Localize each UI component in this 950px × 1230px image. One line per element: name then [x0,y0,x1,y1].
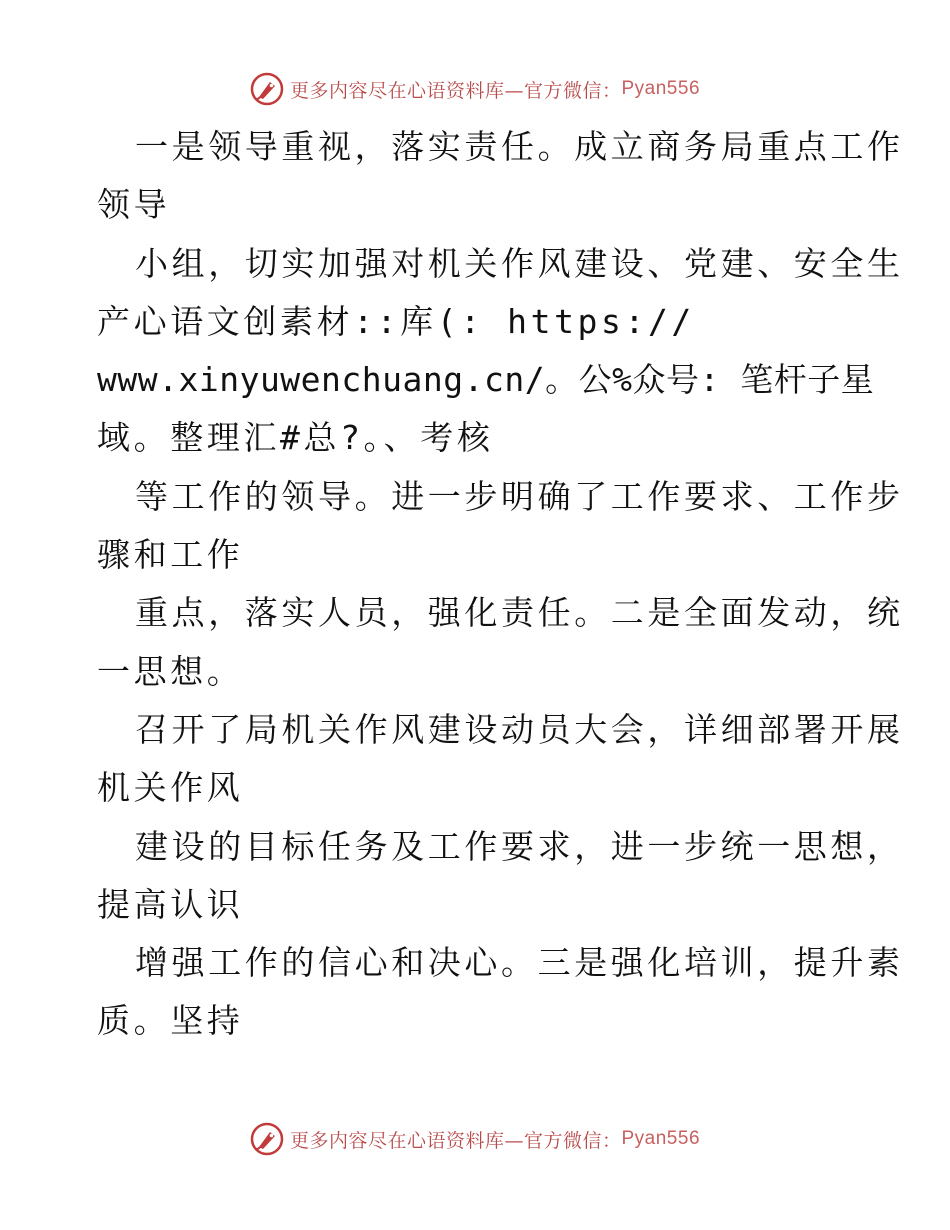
text-line: 增强工作的信心和决心。三是强化培训，提升素 [135,943,904,983]
text-line: 重点，落实人员，强化责任。二是全面发动，统 [135,593,904,633]
text-line: 骤和工作 [97,535,244,575]
text-line: 建设的目标任务及工作要求，进一步统一思想， [135,826,904,866]
text-line: 一是领导重视，落实责任。成立商务局重点工作 [135,127,904,166]
text-line: 机关作风 [97,768,244,808]
text-line: www.xinyuwenchuang.cn/。公%众号: 笔杆子星 [97,360,875,400]
text-line: 领导 [97,185,171,225]
header-watermark [0,72,950,106]
text-line: 小组，切实加强对机关作风建设、党建、安全生 [135,243,904,283]
watermark-wechat-id: Pyan556 [621,1128,701,1149]
footer-watermark [0,1122,950,1156]
watermark-suffix: 官方微信： [523,79,622,102]
pen-nib-logo-icon [250,72,284,106]
text-line: 域。整理汇#总?。、考核 [97,418,494,458]
watermark-prefix: 更多内容尽在心语资料库— [289,79,524,102]
watermark-suffix: 官方微信： [523,1129,622,1152]
text-line: 产心语文创素材::库(: https:// [97,301,695,341]
body-text [97,118,904,1051]
text-line: 质。坚持 [97,1001,244,1041]
text-line: 等工作的领导。进一步明确了工作要求、工作步 [135,476,904,516]
text-line: 提高认识 [97,884,244,924]
watermark-prefix: 更多内容尽在心语资料库— [289,1129,524,1152]
watermark-wechat-id: Pyan556 [621,78,701,99]
pen-nib-logo-icon [250,1122,284,1156]
text-line: 召开了局机关作风建设动员大会，详细部署开展 [135,709,904,749]
text-line: 一思想。 [97,651,244,691]
